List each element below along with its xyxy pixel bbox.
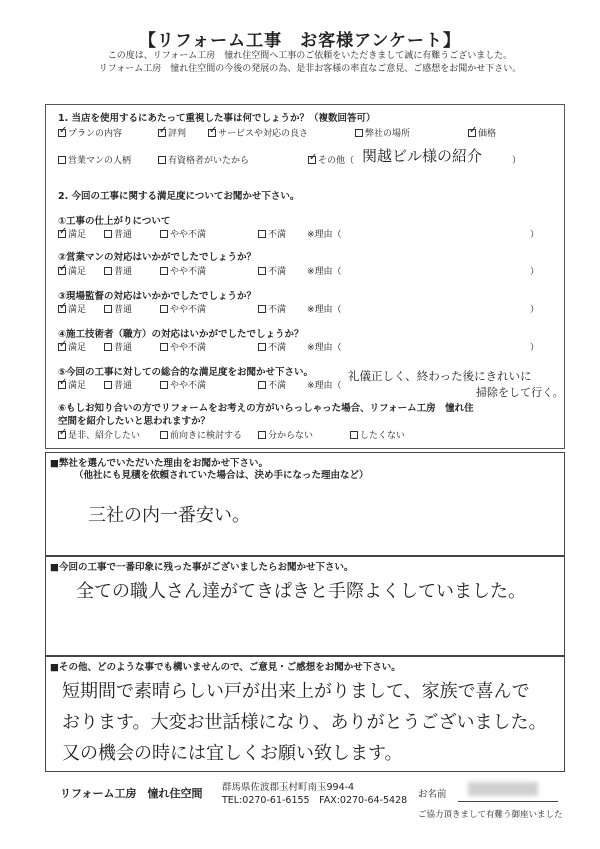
reason-close: ） — [530, 230, 540, 240]
q6-option-consider[interactable]: 前向きに検討する — [160, 428, 242, 441]
q1-option-price[interactable]: ✓ 価格 — [468, 126, 496, 139]
checkbox-checked[interactable] — [58, 381, 66, 389]
opt-dissatisfied[interactable]: 不満 — [258, 378, 286, 391]
checkbox[interactable] — [104, 230, 112, 238]
opt-slightly-dissatisfied[interactable]: やや不満 — [160, 264, 206, 277]
q2-question: 2. 今回の工事に関する満足度についてお聞かせ下さい。 — [58, 191, 300, 202]
checkbox[interactable] — [258, 267, 266, 275]
q2-item-heading: ③現場監督の対応はいかかでしたでしょうか？ — [58, 291, 257, 302]
q1-other-handwritten: 関越ビル様の紹介 — [362, 147, 483, 165]
checkbox[interactable] — [104, 381, 112, 389]
checkbox[interactable] — [258, 381, 266, 389]
q1-option-reputation[interactable]: ✓ 評判 — [158, 126, 186, 139]
q1-question: 1. 当店を使用するにあたって重視した事は何でしょうか？（複数回答可） — [58, 113, 376, 124]
checkbox-checked[interactable] — [58, 305, 66, 313]
opt-reason: ※理由（ — [307, 381, 342, 391]
q1-option-location[interactable]: 弊社の場所 — [355, 126, 410, 139]
opt-dissatisfied[interactable]: 不満 — [258, 302, 286, 315]
q6-option-dont-know[interactable]: 分からない — [258, 428, 313, 441]
opt-dissatisfied[interactable]: 不満 — [258, 227, 286, 240]
reason-heading: ■弊社を選んでいただいた理由をお聞かせ下さい。 — [50, 458, 268, 469]
q1-option-plan[interactable]: ✓プランの内容 — [58, 126, 122, 139]
q1-option-qualified[interactable]: 有資格者がいたから — [158, 153, 249, 166]
opt-normal[interactable]: 普通 — [104, 340, 132, 353]
opt-satisfied[interactable]: ✓満足 — [58, 227, 86, 240]
opt-satisfied[interactable]: ✓満足 — [58, 340, 86, 353]
checkbox[interactable] — [104, 267, 112, 275]
checkbox[interactable] — [258, 343, 266, 351]
reason-close: ） — [530, 267, 540, 277]
intro-text — [60, 50, 560, 76]
reason5-handwritten: 礼儀正しく、終わった後にきれいに — [348, 369, 532, 383]
checkbox[interactable] — [160, 431, 168, 439]
q6-question-line1: ⑥もしお知り合いの方でリフォームをお考えの方がいらっしゃった場合、リフォーム工房 憧れ住 — [58, 403, 474, 414]
reason-close: ） — [530, 343, 540, 353]
footer-phone: TEL:0270-61-6155 FAX:0270-64-5428 — [222, 795, 408, 806]
opt-dissatisfied[interactable]: 不満 — [258, 264, 286, 277]
opt-satisfied[interactable]: ✓満足 — [58, 378, 86, 391]
q2-item-heading: ④施工技術者（職方）の対応はいかがでしたでしょうか？ — [58, 329, 304, 340]
opt-reason: ※理由（ — [307, 267, 342, 277]
checkbox-checked[interactable] — [58, 267, 66, 275]
checkbox[interactable] — [58, 156, 66, 164]
opt-normal[interactable]: 普通 — [104, 264, 132, 277]
q1-other-close: ） — [512, 156, 522, 166]
checkbox[interactable] — [160, 381, 168, 389]
opt-satisfied[interactable]: ✓満足 — [58, 302, 86, 315]
checkbox[interactable] — [104, 305, 112, 313]
opt-dissatisfied[interactable]: 不満 — [258, 340, 286, 353]
footer-contact — [222, 781, 407, 807]
q2-item-heading: ⑤今回の工事に対しての総合的な満足度をお聞かせ下さい。 — [58, 367, 314, 378]
checkbox-checked[interactable] — [308, 156, 316, 164]
opt-reason: ※理由（ — [307, 230, 342, 240]
page-title: 【リフォーム工事 お客様アンケート】 — [138, 31, 462, 51]
opt-reason: ※理由（ — [307, 343, 342, 353]
checkbox[interactable] — [160, 267, 168, 275]
checkbox[interactable] — [350, 431, 358, 439]
opt-normal[interactable]: 普通 — [104, 302, 132, 315]
opt-satisfied[interactable]: ✓満足 — [58, 264, 86, 277]
checkbox[interactable] — [258, 431, 266, 439]
opt-normal[interactable]: 普通 — [104, 227, 132, 240]
footer-company: リフォーム工房 憧れ住空間 — [60, 787, 203, 800]
checkbox-checked[interactable] — [58, 129, 66, 137]
checkbox[interactable] — [104, 343, 112, 351]
q6-question-line2: 空間を紹介したいと思われますか？ — [58, 416, 211, 427]
thanks-text: ご協力頂きまして有難う御座いました — [418, 810, 563, 820]
checkbox[interactable] — [160, 305, 168, 313]
opt-slightly-dissatisfied[interactable]: やや不満 — [160, 302, 206, 315]
name-label: お名前 — [418, 789, 447, 800]
q2-item-heading: ①工事の仕上がりについて — [58, 216, 171, 227]
q1-option-service[interactable]: ✓ サービスや対応の良さ — [208, 126, 308, 139]
checkbox[interactable] — [160, 230, 168, 238]
impression-section — [45, 556, 565, 656]
checkbox-checked[interactable] — [58, 230, 66, 238]
reason-section — [45, 452, 565, 556]
comments-section — [45, 656, 565, 772]
impression-answer: 全ての職人さん達がてきぱきと手際よくしていました。 — [76, 581, 526, 602]
intro-line-1: この度は、リフォーム工房 憧れ住空間へ工事のご依頼をいただきまして誠に有難うございました。 — [107, 51, 513, 61]
checkbox[interactable] — [160, 343, 168, 351]
checkbox-checked[interactable] — [58, 431, 66, 439]
checkbox-checked[interactable] — [158, 129, 166, 137]
opt-slightly-dissatisfied[interactable]: やや不満 — [160, 227, 206, 240]
comments-line-1: 短期間で素晴らしい戸が出来上がりまして、家族で喜んで — [62, 681, 530, 702]
checkbox-checked[interactable] — [208, 129, 216, 137]
intro-line-2: リフォーム工房 憧れ住空間の今後の発展の為、是非お客様の率直なご意見、ご感想をお聞かせ下さい。 — [98, 64, 522, 74]
checkbox[interactable] — [355, 129, 363, 137]
comments-heading: ■その他、どのような事でも構いませんので、ご意見・ご感想をお聞かせ下さい。 — [50, 662, 401, 673]
checkbox-checked[interactable] — [58, 343, 66, 351]
q6-option-recommend[interactable]: ✓是非、紹介したい — [58, 428, 140, 441]
checkbox[interactable] — [158, 156, 166, 164]
opt-reason: ※理由（ — [307, 305, 342, 315]
q1-option-other[interactable]: ✓ その他（ — [308, 153, 354, 166]
comments-line-3: 又の機会の時には宜しくお願い致します。 — [62, 743, 403, 764]
reason-close: ） — [530, 305, 540, 315]
footer-address: 群馬県佐波郡玉村町南玉994-4 — [222, 782, 355, 793]
opt-slightly-dissatisfied[interactable]: やや不満 — [160, 378, 206, 391]
q2-item-heading: ②営業マンの対応はいかがでしたでしょうか？ — [58, 252, 257, 263]
redacted-name — [468, 782, 538, 796]
q6-option-no[interactable]: したくない — [350, 428, 405, 441]
comments-line-2: おります。大変お世話様になり、ありがとうございました。 — [62, 712, 547, 733]
reason-answer: 三社の内一番安い。 — [88, 505, 250, 526]
checkbox[interactable] — [258, 230, 266, 238]
reason-subheading: （他社にも見積を依頼されていた場合は、決め手になった理由など） — [74, 470, 369, 481]
opt-normal[interactable]: 普通 — [104, 378, 132, 391]
q1-option-sales-person[interactable]: 営業マンの人柄 — [58, 153, 131, 166]
opt-slightly-dissatisfied[interactable]: やや不満 — [160, 340, 206, 353]
checkbox[interactable] — [258, 305, 266, 313]
checkbox-checked[interactable] — [468, 129, 476, 137]
impression-heading: ■今回の工事で一番印象に残った事がございましたらお聞かせ下さい。 — [50, 562, 354, 573]
reason5-handwritten-2: 掃除をして行く。 — [476, 386, 564, 399]
